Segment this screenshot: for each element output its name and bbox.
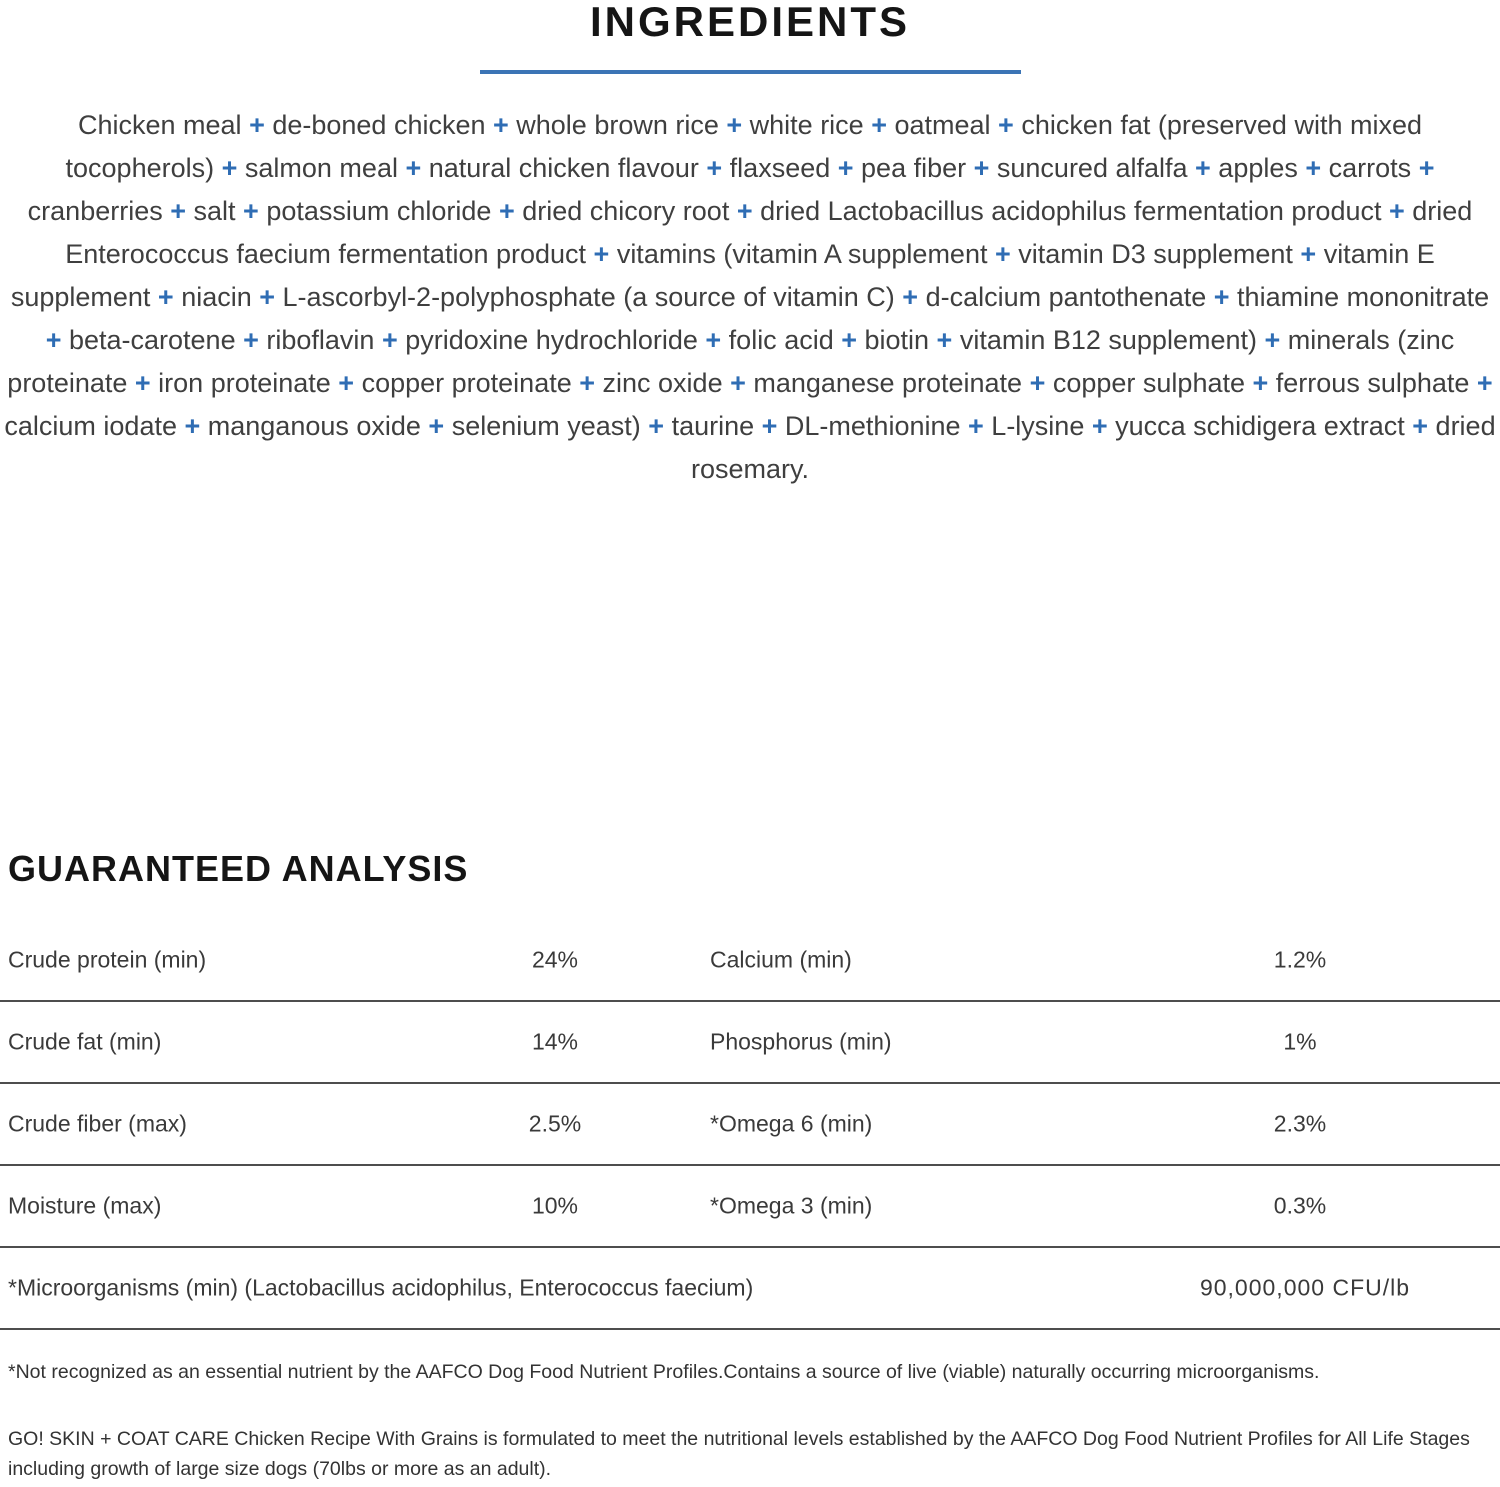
nutrient-label: Moisture (max) [8, 1192, 162, 1219]
plus-separator: + [987, 239, 1019, 269]
plus-separator: + [150, 282, 182, 312]
nutrient-value: 14% [531, 1028, 579, 1055]
plus-separator: + [1245, 368, 1276, 398]
plus-separator: + [722, 368, 754, 398]
plus-separator: + [863, 110, 895, 140]
nutrient-value: 2.3% [1273, 1110, 1327, 1137]
plus-separator: + [640, 411, 672, 441]
nutrient-label: *Omega 3 (min) [710, 1192, 873, 1219]
nutrient-label: Calcium (min) [710, 946, 852, 973]
plus-separator: + [729, 196, 761, 226]
nutrient-label: Crude fiber (max) [8, 1110, 187, 1137]
plus-separator: + [1256, 325, 1288, 355]
plus-separator: + [754, 411, 785, 441]
plus-separator: + [571, 368, 603, 398]
nutrient-value: 24% [531, 946, 579, 973]
formulation-statement: GO! SKIN + COAT CARE Chicken Recipe With Grains is formulated to meet the nutritional levels established by the AAFCO Dog Food Nutrient Profiles for All Life Stages including growth of large size dogs (70lbs or more as an adult). [8, 1428, 1470, 1480]
plus-separator: + [162, 196, 194, 226]
plus-separator: + [830, 153, 862, 183]
plus-separator: + [330, 368, 362, 398]
plus-separator: + [1084, 411, 1116, 441]
table-row [0, 1084, 1500, 1166]
nutrient-label: Crude protein (min) [8, 946, 207, 973]
plus-separator: + [176, 411, 208, 441]
nutrient-value: 2.5% [528, 1110, 582, 1137]
plus-separator: + [966, 153, 997, 183]
nutrient-value: 0.3% [1273, 1192, 1327, 1219]
ingredients-text: Chicken meal + de-boned chicken + whole brown rice + white rice + oatmeal + chicken fat (preserved with mixed tocopherols) + salmon meal + natural chicken flavour + flaxseed + pea fiber + suncured alfalfa + apples + carrots + cranberries + salt + potassium chloride + dried chicory root + dried Lactobacillus acidophilus fermentation product + dried Enterococcus faecium fermentation product + vitamins (vitamin A supplement + vitamin D3 supplement + vitamin E supplement + niacin + L-ascorbyl-2-polyphosphate (a source of vitamin C) + d-calcium pantothenate + thiamine mononitrate + beta-carotene + riboflavin + pyridoxine hydrochloride + folic acid + biotin + vitamin B12 supplement) + minerals (zinc proteinate + iron proteinate + copper proteinate + zinc oxide + manganese proteinate + copper sulphate + ferrous sulphate + calcium iodate + manganous oxide + selenium yeast) + taurine + DL-methionine + L-lysine + yucca schidigera extract + dried rosemary. [4, 110, 1496, 484]
plus-separator: + [1187, 153, 1219, 183]
guaranteed-analysis-table [0, 920, 1500, 1330]
plus-separator: + [1022, 368, 1053, 398]
plus-separator: + [241, 110, 273, 140]
plus-separator: + [127, 368, 159, 398]
table-row [0, 920, 1500, 1002]
guaranteed-analysis-title: GUARANTEED ANALYSIS [8, 848, 469, 889]
aafco-footnote: *Not recognized as an essential nutrient by the AAFCO Dog Food Nutrient Profiles.Contains a source of live (viable) naturally occurring microorganisms. [8, 1361, 1320, 1383]
plus-separator: + [1411, 153, 1435, 183]
plus-separator: + [214, 153, 245, 183]
plus-separator: + [1206, 282, 1238, 312]
plus-separator: + [833, 325, 865, 355]
plus-separator: + [235, 325, 267, 355]
table-row [0, 1002, 1500, 1084]
nutrient-label: Crude fat (min) [8, 1028, 162, 1055]
nutrient-value: 90,000,000 CFU/lb [1199, 1274, 1411, 1301]
plus-separator: + [929, 325, 960, 355]
plus-separator: + [420, 411, 452, 441]
nutrient-value: 1.2% [1273, 946, 1327, 973]
plus-separator: + [960, 411, 992, 441]
plus-separator: + [1292, 239, 1324, 269]
plus-separator: + [718, 110, 750, 140]
plus-separator: + [698, 153, 730, 183]
plus-separator: + [990, 110, 1022, 140]
plus-separator: + [697, 325, 729, 355]
plus-separator: + [397, 153, 429, 183]
nutrient-label: *Omega 6 (min) [710, 1110, 873, 1137]
plus-separator: + [1404, 411, 1436, 441]
plus-separator: + [894, 282, 926, 312]
table-row [0, 1166, 1500, 1248]
ingredients-title: INGREDIENTS [589, 0, 911, 45]
plus-separator: + [374, 325, 406, 355]
nutrient-value: 10% [531, 1192, 579, 1219]
plus-separator: + [45, 325, 69, 355]
nutrient-value: 1% [1283, 1028, 1317, 1055]
plus-separator: + [1381, 196, 1413, 226]
plus-separator: + [1297, 153, 1329, 183]
plus-separator: + [235, 196, 267, 226]
title-underline-rule [480, 70, 1021, 74]
plus-separator: + [1469, 368, 1493, 398]
nutrient-label: Phosphorus (min) [710, 1028, 892, 1055]
nutrient-label: *Microorganisms (min) (Lactobacillus acidophilus, Enterococcus faecium) [8, 1274, 754, 1301]
plus-separator: + [251, 282, 283, 312]
table-row-microorganisms [0, 1248, 1500, 1330]
plus-separator: + [485, 110, 517, 140]
plus-separator: + [491, 196, 523, 226]
plus-separator: + [586, 239, 617, 269]
